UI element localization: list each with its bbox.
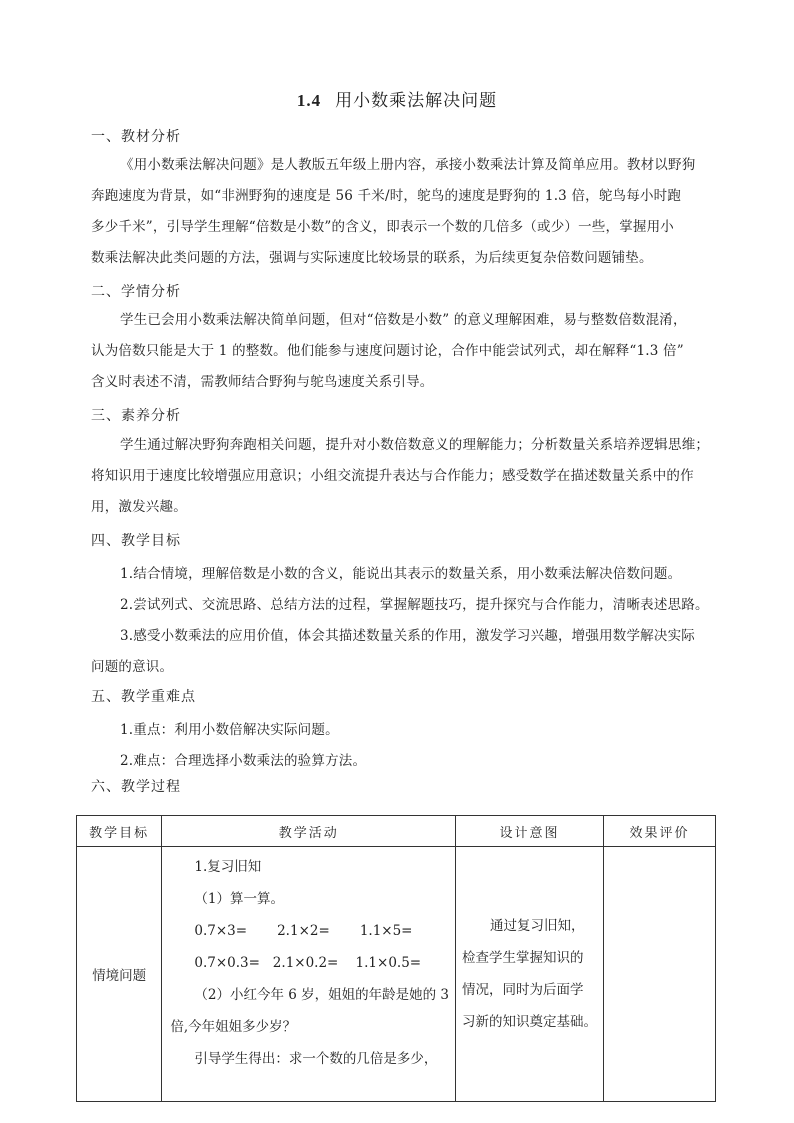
paragraph-line: 学生已会用小数乘法解决简单问题，但对“倍数是小数” 的意义理解困难，易与整数倍数混淆， (120, 312, 687, 328)
paragraph-line: 《用小数乘法解决问题》是人教版五年级上册内容，承接小数乘法计算及简单应用。教材以野狗 (120, 157, 696, 173)
title-number: 1.4 (296, 91, 322, 110)
header-activity: 教学活动 (162, 816, 456, 847)
paragraph-line: 奔跑速度为背景，如“非洲野狗的速度是 56 千米/时，鸵鸟的速度是野狗的 1.3 倍，鸵鸟每小时跑 (91, 188, 682, 204)
intent-line: 通过复习旧知， (490, 918, 585, 934)
intent-line: 情况，同时为后面学 (462, 982, 584, 998)
table-header-row (77, 816, 716, 847)
activity-line: （1）算一算。 (194, 891, 284, 907)
section-body-materials (91, 150, 706, 274)
paragraph-line: 用，激发兴趣。 (91, 499, 187, 515)
section-heading-goals: 四、教学目标 (91, 533, 181, 549)
key-point-item: 1.重点：利用小数倍解决实际问题。 (120, 722, 339, 738)
paragraph-line: 多少千米”，引导学生理解“倍数是小数”的含义，即表示一个数的几倍多（或少）一些，掌握用小 (91, 219, 675, 235)
intent-line: 习新的知识奠定基础。 (462, 1014, 598, 1030)
section-body-literacy (91, 430, 710, 523)
header-intent: 设计意图 (456, 816, 604, 847)
activity-line: 0.7×0.3= 2.1×0.2= 1.1×0.5= (194, 955, 422, 971)
cell-intent (456, 847, 604, 1102)
paragraph-line: 含义时表述不清，需教师结合野狗与鸵鸟速度关系引导。 (91, 374, 434, 390)
intent-line: 检查学生掌握知识的 (462, 950, 584, 966)
teaching-process-table (76, 815, 716, 1102)
paragraph-line: 将知识用于速度比较增强应用意识；小组交流提升表达与合作能力；感受数学在描述数量关系中的作 (91, 468, 694, 484)
section-heading-process: 六、教学过程 (91, 779, 181, 795)
activity-line: 倍,今年姐姐多少岁？ (170, 1019, 297, 1035)
cell-goal: 情境问题 (77, 847, 162, 1102)
paragraph-line: 学生通过解决野狗奔跑相关问题，提升对小数倍数意义的理解能力；分析数量关系培养逻辑思维； (120, 437, 710, 453)
key-point-item: 2.难点：合理选择小数乘法的验算方法。 (120, 753, 367, 769)
goal-item: 2.尝试列式、交流思路、总结方法的过程，掌握解题技巧，提升探究与合作能力，清晰表述思路。 (120, 597, 709, 613)
activity-line: 1.复习旧知 (194, 859, 262, 875)
section-heading-literacy: 三、素养分析 (91, 408, 181, 424)
header-goal: 教学目标 (77, 816, 162, 847)
cell-evaluation (604, 847, 716, 1102)
section-heading-materials: 一、教材分析 (91, 129, 181, 145)
goal-item: 1.结合情境，理解倍数是小数的含义，能说出其表示的数量关系，用小数乘法解决倍数问题。 (120, 566, 682, 582)
title-text: 用小数乘法解决问题 (335, 91, 498, 111)
goal-item-continued: 问题的意识。 (91, 659, 174, 675)
page-title (0, 86, 794, 111)
activity-line: 0.7×3= 2.1×2= 1.1×5= (194, 923, 413, 939)
paragraph-line: 数乘法解决此类问题的方法，强调与实际速度比较场景的联系，为后续更复杂倍数问题铺垫。 (91, 250, 653, 266)
section-heading-key-points: 五、教学重难点 (91, 689, 196, 705)
header-evaluation: 效果评价 (604, 816, 716, 847)
cell-activity (162, 847, 456, 1102)
goal-item: 3.感受小数乘法的应用价值，体会其描述数量关系的作用，激发学习兴趣，增强用数学解决实际 (120, 628, 695, 644)
paragraph-line: 认为倍数只能是大于 1 的整数。他们能参与速度问题讨论，合作中能尝试列式，却在解释“1.3 倍” (91, 343, 684, 359)
activity-line: （2）小红今年 6 岁，姐姐的年龄是她的 3 (194, 987, 450, 1003)
section-body-students (91, 305, 706, 398)
table-row (77, 847, 716, 1102)
section-heading-students: 二、学情分析 (91, 284, 181, 300)
activity-line: 引导学生得出：求一个数的几倍是多少， (194, 1051, 438, 1067)
